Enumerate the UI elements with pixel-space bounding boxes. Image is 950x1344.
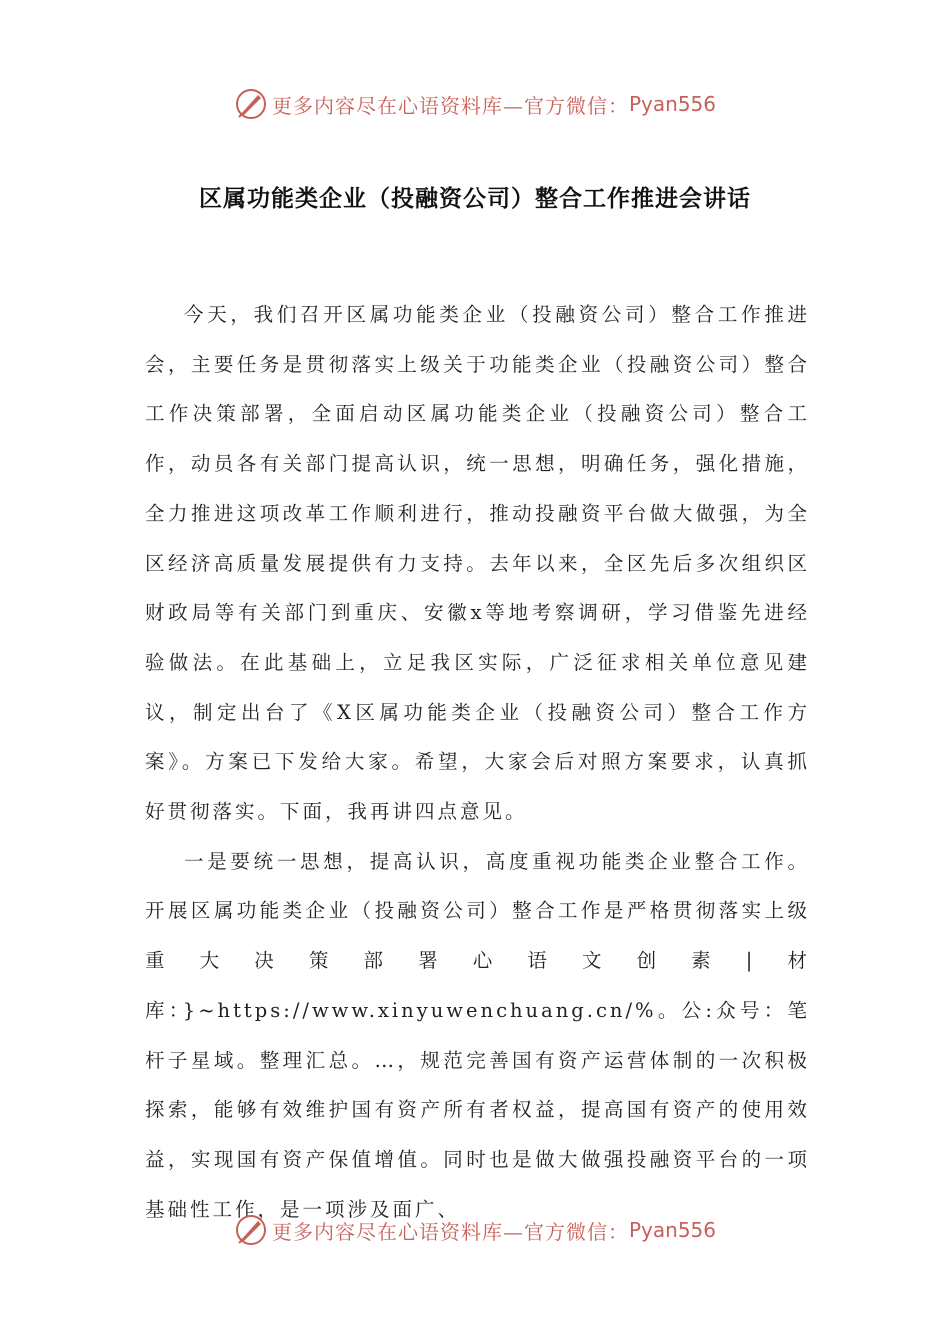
paragraph: 今天，我们召开区属功能类企业（投融资公司）整合工作推进会，主要任务是贯彻落实上级关于功能类企业（投融资公司）整合工作决策部署，全面启动区属功能类企业（投融资公司）整合工作，动员各有关部门提高认识，统一思想，明确任务，强化措施，全力推进这项改革工作顺利进行，推动投融资平台做大做强，为全区经济高质量发展提供有力支持。去年以来，全区先后多次组织区财政局等有关部门到重庆、安徽x等地考察调研，学习借鉴先进经验做法。在此基础上，立足我区实际，广泛征求相关单位意见建议，制定出台了《X区属功能类企业（投融资公司）整合工作方案》。方案已下发给大家。希望，大家会后对照方案要求，认真抓好贯彻落实。下面，我再讲四点意见。 bbox=[145, 303, 810, 824]
paragraph: 一是要统一思想，提高认识，高度重视功能类企业整合工作。开展区属功能类企业（投融资公司）整合工作是严格贯彻落实上级重大决策部署心语文创素|材库：}~https://www.xinyuwenchuang.cn/%。公:众号：笔杆子星域。整理汇总。…，规范完善国有资产运营体制的一次积极探索，能够有效维护国有资产所有者权益，提高国有资产的使用效益，实现国有资产保值增值。同时也是做大做强投融资平台的一项基础性工作，是一项涉及面广、 bbox=[145, 849, 810, 1221]
document-body bbox=[145, 290, 810, 1234]
watermark-wechat-id: Pyan556 bbox=[628, 92, 716, 116]
watermark-text: 更多内容尽在心语资料库—官方微信： bbox=[271, 1219, 629, 1244]
watermark-wechat-id: Pyan556 bbox=[628, 1218, 716, 1242]
watermark-banner-top bbox=[0, 84, 950, 124]
watermark-banner-bottom bbox=[0, 1210, 950, 1250]
quill-logo-icon bbox=[234, 1213, 268, 1247]
document-title: 区属功能类企业（投融资公司）整合工作推进会讲话 bbox=[199, 186, 751, 212]
quill-logo-icon bbox=[234, 87, 268, 121]
watermark-text: 更多内容尽在心语资料库—官方微信： bbox=[271, 93, 629, 118]
